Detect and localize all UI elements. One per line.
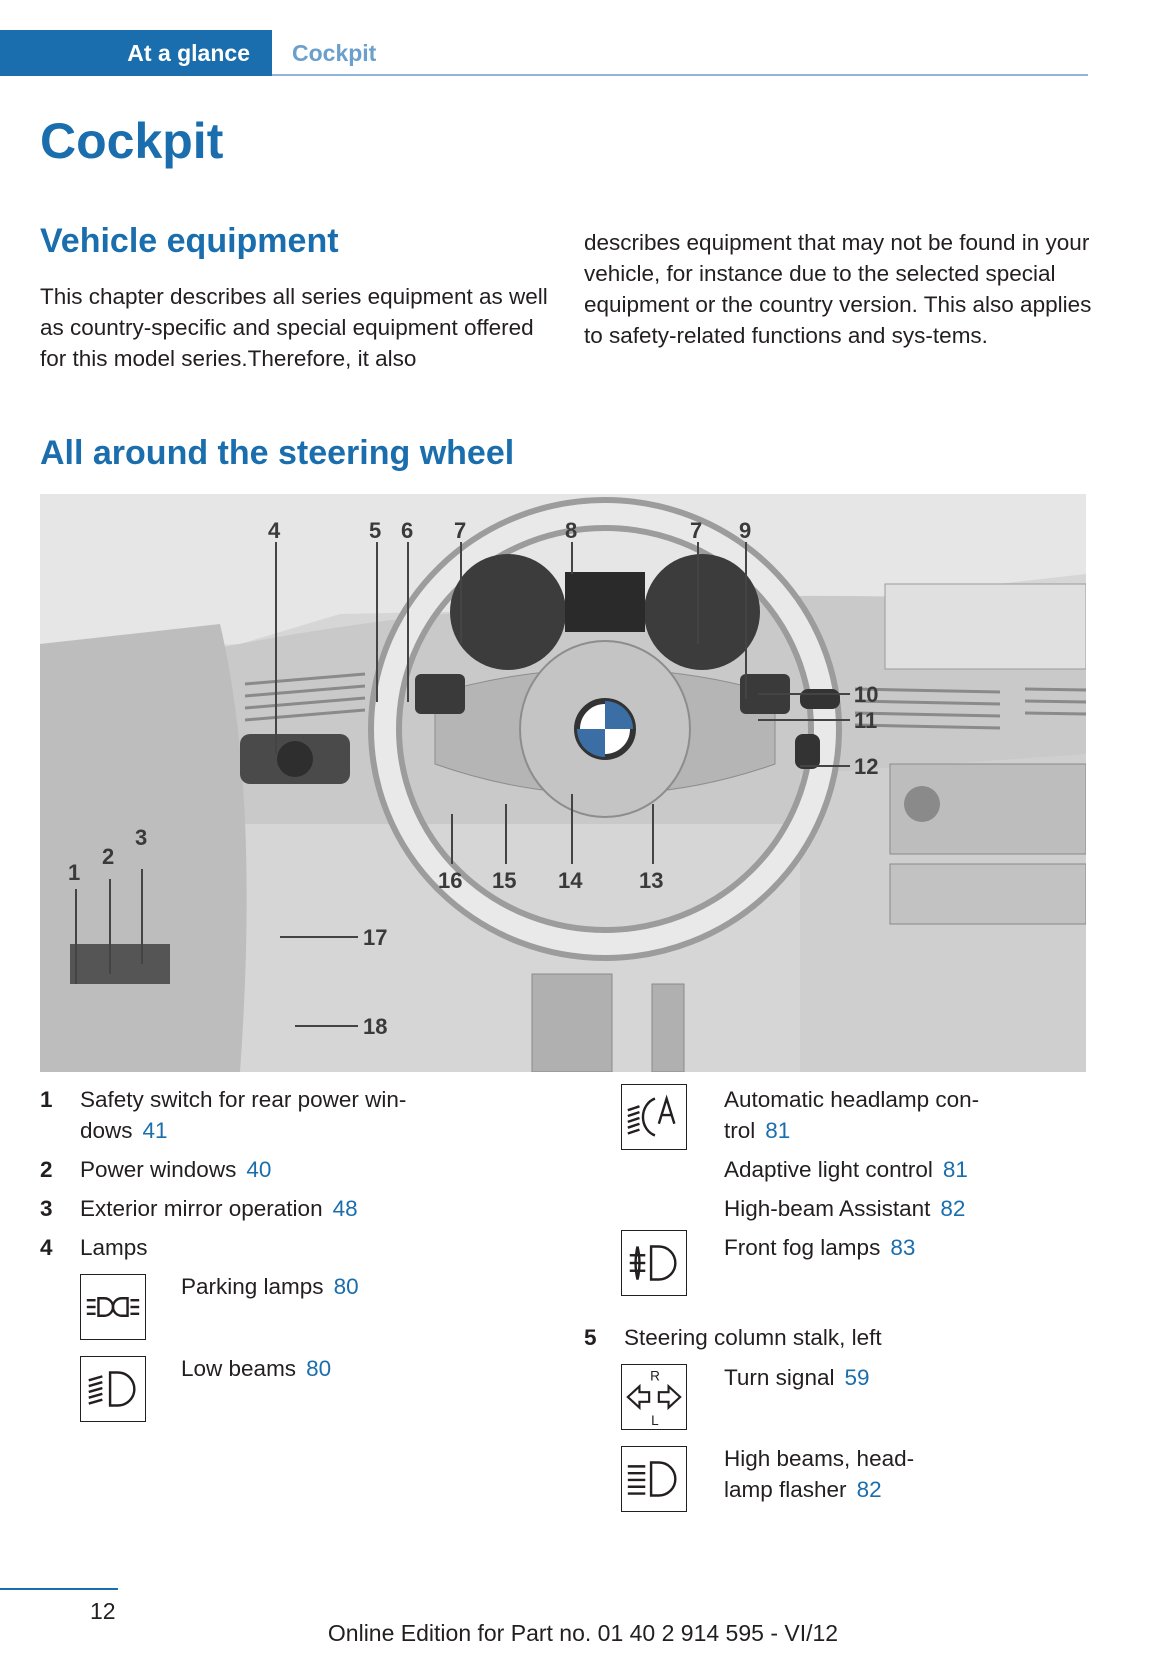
legend-label: Front fog lamps (724, 1235, 881, 1260)
adaptive-light-entry (724, 1154, 968, 1185)
window-switch-panel (70, 944, 170, 984)
speedometer (450, 554, 566, 670)
high-beam-assistant-entry (724, 1193, 965, 1224)
callout-18: 18 (363, 1014, 388, 1039)
legend-item-5 (584, 1322, 1084, 1353)
callout-6: 6 (401, 518, 414, 543)
callout-14: 14 (558, 868, 583, 893)
callout-1: 1 (68, 860, 81, 885)
automatic-headlamp-entry (724, 1084, 979, 1146)
legend-label: Safety switch for rear power win‐ (80, 1087, 407, 1112)
turn-signal-r-label: R (650, 1368, 660, 1384)
page-reference[interactable]: 82 (940, 1196, 966, 1221)
callout-15: 15 (492, 868, 517, 893)
legend-item-3 (40, 1193, 540, 1224)
legend-label-cont: lamp flasher (724, 1477, 847, 1502)
page-reference[interactable]: 83 (890, 1235, 916, 1260)
callout-2: 2 (102, 844, 115, 869)
high-beams-icon (621, 1446, 687, 1512)
page-reference[interactable]: 48 (332, 1196, 358, 1221)
vehicle-equipment-heading: Vehicle equipment (40, 222, 339, 260)
legend-label: Lamps (80, 1235, 148, 1260)
vehicle-equipment-text-left: This chapter describes all series equipment as well as country-specific and special equipment offered for this model series.Therefore, it also (40, 284, 548, 371)
page-title: Cockpit (40, 113, 224, 169)
callout-13: 13 (639, 868, 664, 893)
legend-item-1 (40, 1084, 540, 1146)
callout-9: 9 (739, 518, 752, 543)
legend-label: Adaptive light control (724, 1157, 933, 1182)
callout-8: 8 (565, 518, 578, 543)
legend-item-2 (40, 1154, 540, 1185)
callout-10: 10 (854, 682, 879, 707)
automatic-headlamp-icon (621, 1084, 687, 1150)
front-fog-lamps-entry (724, 1232, 915, 1263)
legend-label-cont: trol (724, 1118, 756, 1143)
header-rule (272, 74, 1088, 76)
parking-lamps-icon (80, 1274, 146, 1340)
cockpit-illustration (40, 494, 1086, 1072)
legend-label: Steering column stalk, left (624, 1325, 882, 1350)
callout-4: 4 (268, 518, 281, 543)
parking-lamps-entry (181, 1271, 359, 1302)
header-chapter-tab: Cockpit (292, 40, 377, 66)
legend-number: 1 (40, 1087, 53, 1112)
legend-label: Low beams (181, 1356, 297, 1381)
legend-item-4 (40, 1232, 540, 1263)
page-reference[interactable]: 82 (856, 1477, 882, 1502)
right-stalk (800, 689, 840, 709)
legend-label: High-beam Assistant (724, 1196, 931, 1221)
callout-5: 5 (369, 518, 382, 543)
callout-7-right: 7 (690, 518, 703, 543)
tachometer (644, 554, 760, 670)
legend-number: 3 (40, 1196, 53, 1221)
turn-signal-l-label: L (651, 1413, 659, 1429)
page-reference[interactable]: 41 (142, 1118, 168, 1143)
callout-11: 11 (854, 708, 878, 733)
front-fog-lamps-icon (621, 1230, 687, 1296)
legend-number: 4 (40, 1235, 53, 1260)
legend-label: Automatic headlamp con‐ (724, 1087, 980, 1112)
legend-label: Power windows (80, 1157, 237, 1182)
legend-label: High beams, head‐ (724, 1446, 915, 1471)
vehicle-equipment-text-right: describes equipment that may not be found in your vehicle, for instance due to the selected special equipment or the country version. This also applies to safety-related functions and sys‐tems. (584, 230, 1092, 348)
callout-12: 12 (854, 754, 879, 779)
legend-number: 5 (584, 1325, 597, 1350)
low-beams-icon (80, 1356, 146, 1422)
info-display (565, 572, 645, 632)
page-reference[interactable]: 81 (942, 1157, 968, 1182)
low-beams-entry (181, 1353, 331, 1384)
legend-number: 2 (40, 1157, 53, 1182)
brake-pedal (532, 974, 612, 1072)
callout-16: 16 (438, 868, 463, 893)
cd-slot (890, 864, 1086, 924)
callout-3: 3 (135, 825, 148, 850)
legend-label: Parking lamps (181, 1274, 324, 1299)
legend-label-cont: dows (80, 1118, 133, 1143)
page-reference[interactable]: 80 (333, 1274, 359, 1299)
legend-label: Turn signal (724, 1365, 835, 1390)
high-beams-entry (724, 1443, 914, 1505)
page-reference[interactable]: 40 (246, 1157, 272, 1182)
footer-rule (0, 1588, 118, 1590)
left-wheel-buttons (415, 674, 465, 714)
footer-edition: Online Edition for Part no. 01 40 2 914 595 - VI/12 (327, 1620, 839, 1646)
turn-signal-entry (724, 1362, 870, 1393)
turn-signal-icon (621, 1364, 687, 1430)
callout-17: 17 (363, 925, 388, 950)
page-reference[interactable]: 80 (306, 1356, 332, 1381)
cockpit-illustration-svg (40, 494, 1086, 1072)
accelerator-pedal (652, 984, 684, 1072)
right-stalk-lower (795, 734, 820, 769)
navigation-display (885, 584, 1086, 669)
page-reference[interactable]: 81 (765, 1118, 791, 1143)
callout-7-left: 7 (454, 518, 467, 543)
page-reference[interactable]: 59 (844, 1365, 870, 1390)
steering-wheel-heading: All around the steering wheel (40, 434, 515, 472)
page-number: 12 (90, 1598, 116, 1624)
header-section-tab: At a glance (0, 30, 272, 76)
legend-label: Exterior mirror operation (80, 1196, 323, 1221)
